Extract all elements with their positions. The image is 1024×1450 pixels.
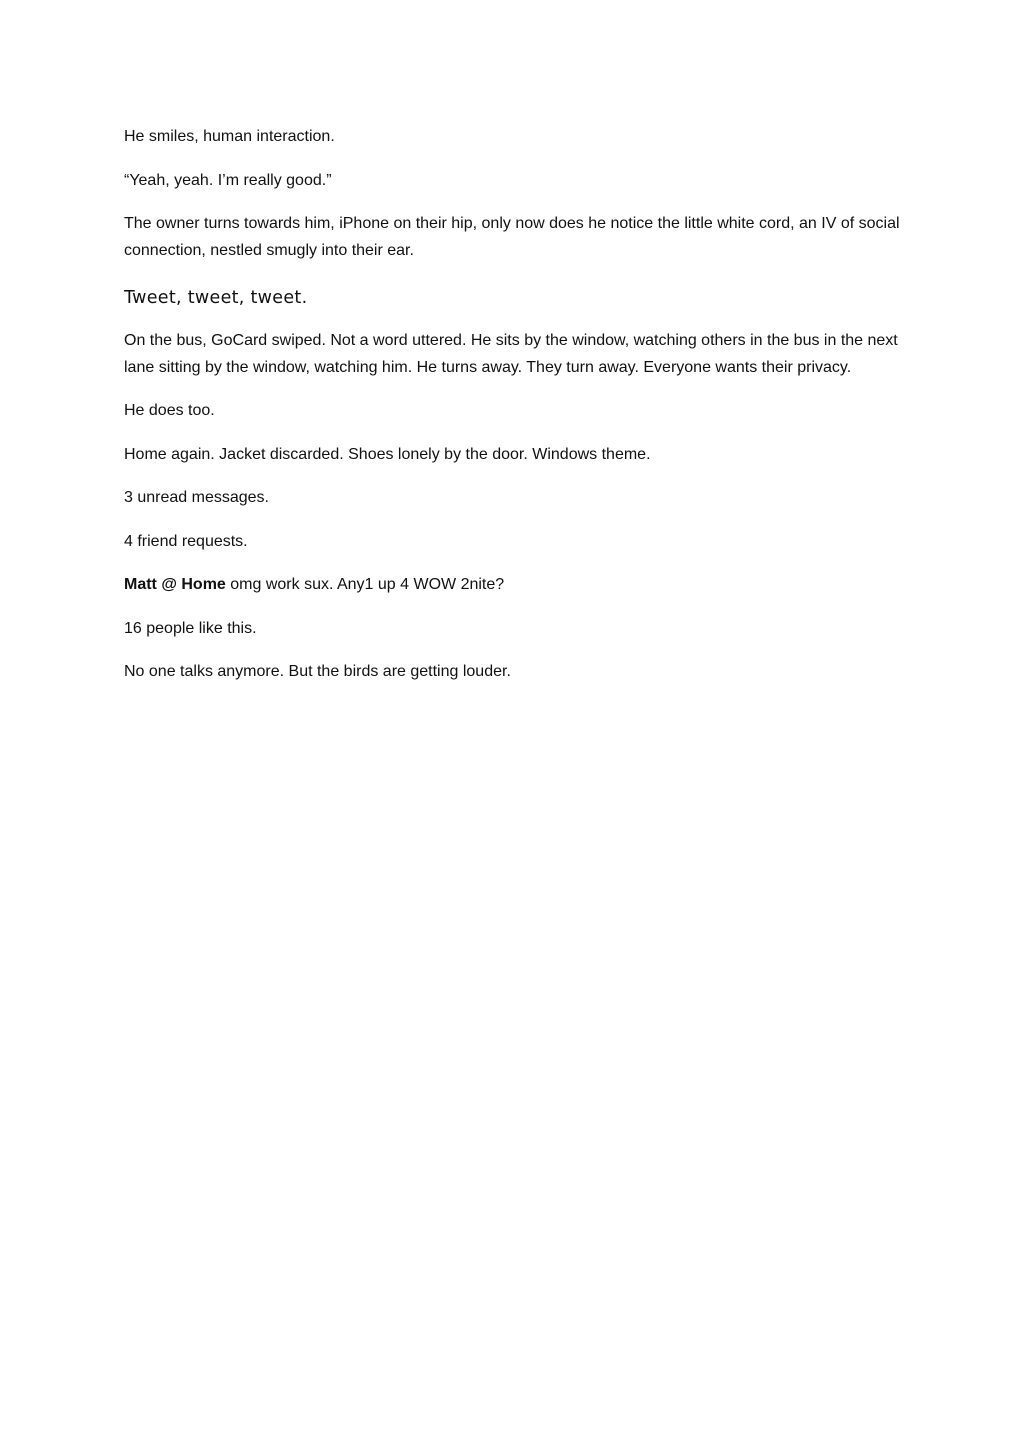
paragraph: On the bus, GoCard swiped. Not a word uttered. He sits by the window, watching others in the bus in the next lane sitting by the window, watching him. He turns away. They turn away. Everyone wants their privacy. [124, 332, 898, 376]
paragraph: The owner turns towards him, iPhone on their hip, only now does he notice the little white cord, an IV of social connection, nestled smugly into their ear. [124, 215, 900, 259]
status-author: Matt @ Home [124, 576, 226, 593]
paragraph: He smiles, human interaction. [124, 128, 335, 145]
paragraph: He does too. [124, 402, 215, 419]
paragraph: Home again. Jacket discarded. Shoes lonely by the door. Windows theme. [124, 445, 651, 463]
paragraph: 16 people like this. [124, 619, 257, 637]
tweet-paragraph: Tweet, tweet, tweet. [124, 288, 308, 308]
paragraph: “Yeah, yeah. I’m really good.” [124, 171, 332, 189]
document-body [124, 124, 900, 703]
status-update-paragraph [124, 572, 900, 599]
paragraph: 3 unread messages. [124, 489, 269, 506]
paragraph: No one talks anymore. But the birds are getting louder. [124, 663, 511, 680]
paragraph: 4 friend requests. [124, 532, 248, 550]
status-text: omg work sux. Any1 up 4 WOW 2nite? [225, 576, 505, 593]
